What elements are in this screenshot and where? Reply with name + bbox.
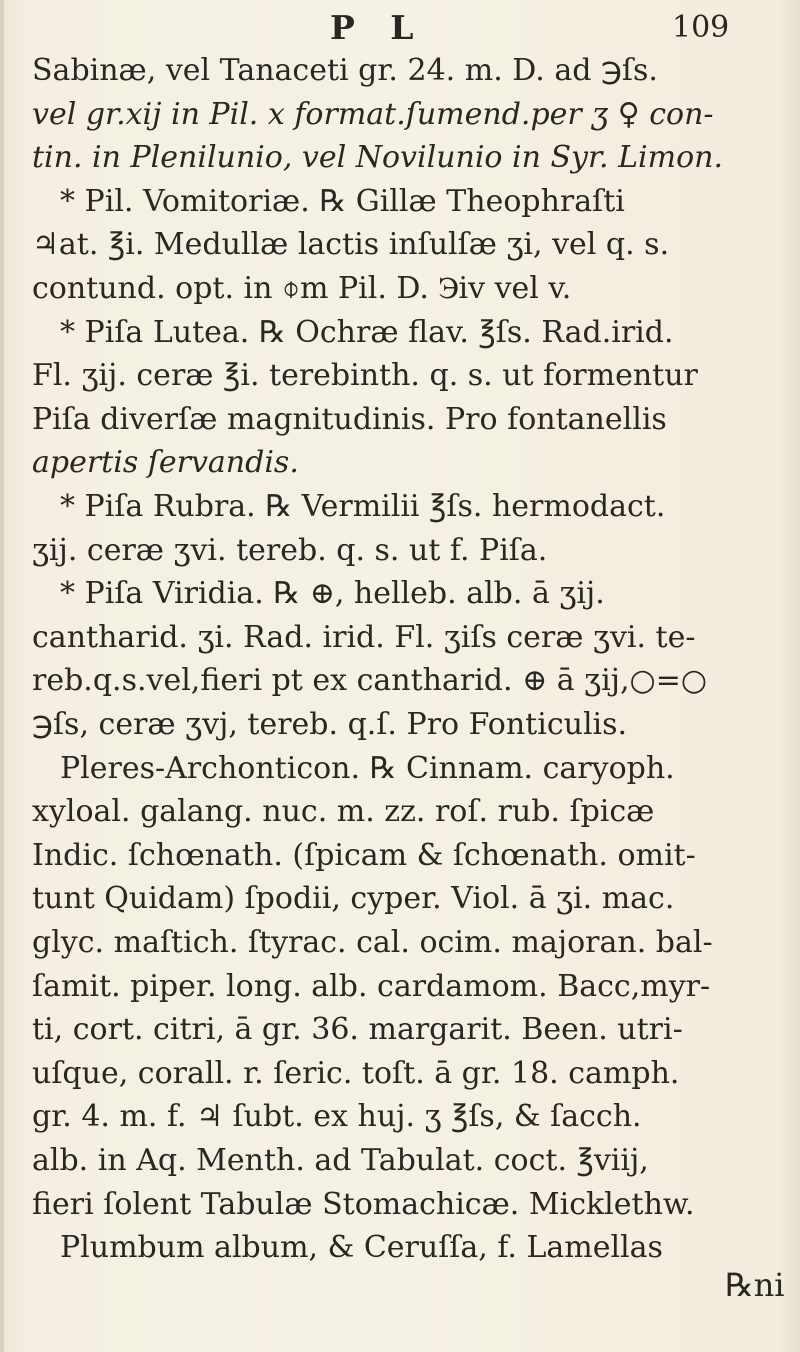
text-line: tin. in Plenilunio, vel Novilunio in Syr. Limon. (32, 140, 723, 176)
text-line: Indic. ſchœnath. (ſpicam & ſchœnath. omit- (32, 837, 696, 873)
text-line: Plumbum album, & Ceruſſa, f. Lamellas (60, 1230, 663, 1266)
text-line: tunt Quidam) ſpodii, cyper. Viol. ā ʒi. mac. (32, 881, 675, 917)
text-line: ♃at. ℥i. Medullæ lactis inſulſæ ʒi, vel q. s. (32, 227, 670, 263)
text-line: contund. opt. in ⌽m Pil. D. ℈iv vel v. (32, 271, 572, 306)
page-gutter-edge (0, 0, 4, 1352)
text-line: uſque, corall. r. ſeric. toſt. ā gr. 18. camph. (32, 1055, 680, 1091)
text-line: ℈ſs, ceræ ʒvj, tereb. q.ſ. Pro Fonticulis. (32, 707, 628, 742)
text-line: fieri ſolent Tabulæ Stomachicæ. Micklethw. (32, 1186, 695, 1222)
text-line: vel gr.xij in Pil. x format.ſumend.per ʒ ♀ con- (32, 96, 714, 132)
text-line: * Pil. Vomitoriæ. ℞ Gillæ Theophraſti (60, 183, 625, 219)
text-line: ti, cort. citri, ā gr. 36. margarit. Been. utri- (32, 1012, 683, 1048)
text-line: cantharid. ʒi. Rad. irid. Fl. ʒiſs ceræ ʒvi. te- (32, 619, 696, 655)
text-line: xyloal. galang. nuc. m. zz. roſ. rub. ſpicæ (32, 794, 655, 830)
text-line: Fl. ʒij. ceræ ℥i. terebinth. q. s. ut formentur (32, 358, 698, 394)
text-line: reb.q.s.vel,fieri pt ex cantharid. ⊕ ā ʒij,○=○ (32, 663, 708, 699)
page-header (0, 2, 800, 50)
text-line: glyc. maſtich. ſtyrac. cal. ocim. majoran. bal- (32, 925, 713, 960)
running-head: P L (330, 8, 426, 47)
text-line: * Piſa Viridia. ℞ ⊕, helleb. alb. ā ʒij. (60, 576, 605, 612)
page-number: 109 (672, 10, 730, 45)
text-line: ſamit. piper. long. alb. cardamom. Bacc,myr- (32, 968, 711, 1004)
text-line: apertis ſervandis. (32, 445, 299, 481)
text-line: alb. in Aq. Menth. ad Tabulat. coct. ℥viij, (32, 1143, 649, 1178)
text-line: Sabinæ, vel Tanaceti gr. 24. m. D. ad ℈ſs. (32, 53, 658, 88)
catchword: ℞ni (725, 1266, 785, 1304)
text-line: Piſa diverſæ magnitudinis. Pro fontanellis (32, 401, 667, 437)
text-line: ʒij. ceræ ʒvi. tereb. q. s. ut f. Piſa. (32, 532, 548, 568)
text-line: * Piſa Lutea. ℞ Ochræ flav. ℥ſs. Rad.irid. (60, 314, 674, 350)
text-line: gr. 4. m. f. ♃ ſubt. ex huj. ʒ ℥ſs, & ſacch. (32, 1099, 642, 1135)
text-line: Pleres-Archonticon. ℞ Cinnam. caryoph. (60, 750, 675, 786)
text-line: * Piſa Rubra. ℞ Vermilii ℥ſs. hermodact. (60, 489, 666, 524)
